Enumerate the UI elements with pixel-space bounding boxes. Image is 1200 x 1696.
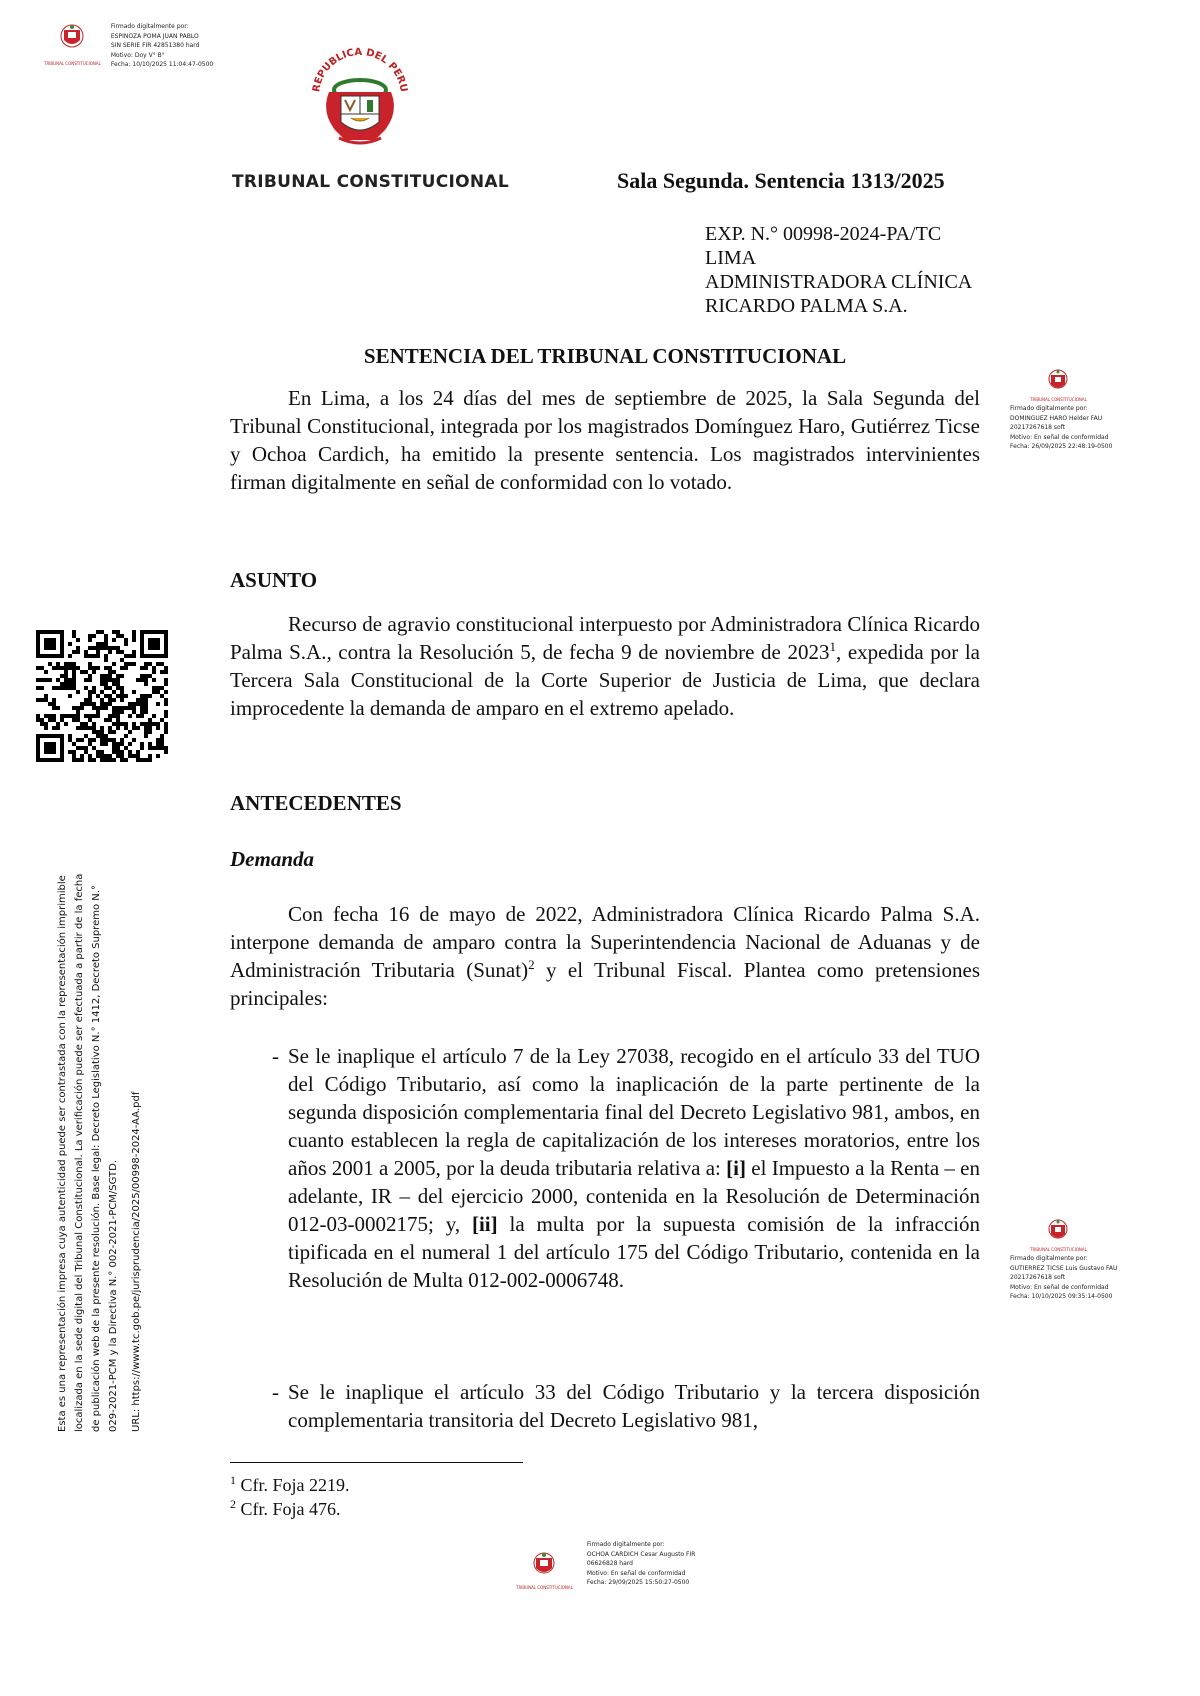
signature-details: Firmado digitalmente por: DOMINGUEZ HARO Helder FAU 20217267618 soft Motivo: En señal de conformidad Fecha: 26/09/2025 22:48:19-0500	[1010, 405, 1113, 450]
seal-caption: TRIBUNAL CONSTITUCIONAL	[1030, 397, 1087, 402]
case-number: EXP. N.° 00998-2024-PA/TC	[705, 223, 942, 245]
seal-icon	[516, 1550, 573, 1590]
case-party-line2: RICARDO PALMA S.A.	[705, 295, 908, 317]
list-bullet: -	[272, 1044, 279, 1068]
seal-caption: TRIBUNAL CONSTITUCIONAL	[1030, 1247, 1087, 1252]
signature-stamp-espinoza	[44, 22, 213, 70]
footnote-2: $^2$ Cfr. Foja 476.	[230, 1497, 341, 1519]
qr-code	[36, 630, 168, 767]
demanda-paragraph: Con fecha 16 de mayo de 2022, Administradora Clínica Ricardo Palma S.A. interpone demanda de amparo contra la Superintendencia Nacional de Aduanas y de Administración Tributaria (Sunat)$^2$ y el Tribunal Fiscal. Plantea como pretensiones principales:	[230, 902, 980, 1010]
signature-details: Firmado digitalmente por: ESPINOZA POMA JUAN PABLO SIN SERIE FIR 42851380 hard Motivo: Doy V° B° Fecha: 10/10/2025 11:04:47-0500	[110, 23, 214, 68]
footnote-1: $^1$ Cfr. Foja 2219.	[230, 1473, 350, 1495]
list-item: - Se le inaplique el artículo 7 de la Ley 27038, recogido en el artículo 33 del TUO del Código Tributario, así como la inaplicación de la parte pertinente de la segunda disposición complementaria final del Decreto Legislativo 981, ambos, en cuanto establecen la regla de capitalización de los intereses moratorios, entre los años 2001 a 2005, por la deuda tributaria relativa a: [i] el Impuesto a la Renta – en adelante, IR – del ejercicio 2000, contenida en la Resolución de Determinación 012-03-0002175; y, [ii] la multa por la supuesta comisión de la infracción tipificada en el numeral 1 del artículo 175 del Código Tributario, contenida en la Resolución de Multa 012-002-0006748.	[272, 1044, 981, 1292]
signature-stamp-ochoa	[516, 1540, 695, 1590]
sala-sentence-header: Sala Segunda. Sentencia 1313/2025	[617, 168, 945, 193]
signature-details: Firmado digitalmente por: OCHOA CARDICH Cesar Augusto FIR 06626828 hard Motivo: En señal de conformidad Fecha: 29/09/2025 15:50:27-0500	[586, 1541, 696, 1586]
seal-icon	[1030, 368, 1087, 402]
page-title: SENTENCIA DEL TRIBUNAL CONSTITUCIONAL	[363, 344, 847, 368]
footnote-separator	[230, 1462, 523, 1463]
case-city: LIMA	[705, 247, 757, 269]
coat-of-arms-logo	[305, 40, 415, 150]
intro-paragraph: En Lima, a los 24 días del mes de septiembre de 2025, la Sala Segunda del Tribunal Constitucional, integrada por los magistrados Domínguez Haro, Gutiérrez Ticse y Ochoa Cardich, ha emitido la presente sentencia. Los magistrados intervinientes firman digitalmente en señal de conformidad con lo votado.	[230, 386, 980, 494]
seal-icon	[1030, 1218, 1087, 1252]
signature-stamp-gutierrez	[1010, 1218, 1117, 1302]
svg-text:REPUBLICA DEL PERU: REPUBLICA DEL PERU	[311, 46, 409, 93]
subheading-demanda: Demanda	[230, 847, 314, 871]
verification-url[interactable]: URL: https://www.tc.gob.pe/jurisprudencia/2025/00998-2024-AA.pdf	[131, 1091, 142, 1432]
footnote-ref: 2	[528, 957, 535, 972]
institution-name: TRIBUNAL CONSTITUCIONAL	[232, 172, 509, 192]
verification-note: Esta es una representación impresa cuya autenticidad puede ser contrastada con la representación imprimible localizada en la sede digital del Tribunal Constitucional. La verificación puede ser efectuada a partir de la fecha de publicación web de la presente resolución. Base legal: Decreto Legislativo N.° 1412, Decreto Supremo N.° 029-2021-PCM y la Directiva N.° 002-2021-PCM/SGTD.	[57, 873, 119, 1432]
signature-details: Firmado digitalmente por: GUTIERREZ TICSE Luis Gustavo FAU 20217267618 soft Motivo: En señal de conformidad Fecha: 10/10/2025 09:35:14-0500	[1010, 1255, 1118, 1300]
signature-stamp-dominguez	[1010, 368, 1112, 452]
seal-icon	[44, 22, 101, 66]
seal-caption: TRIBUNAL CONSTITUCIONAL	[44, 61, 101, 66]
list-item: - Se le inaplique el artículo 33 del Código Tributario y la tercera disposición complementaria transitoria del Decreto Legislativo 981,	[272, 1380, 980, 1432]
seal-caption: TRIBUNAL CONSTITUCIONAL	[516, 1585, 573, 1590]
case-info	[705, 222, 972, 318]
case-party-line1: ADMINISTRADORA CLÍNICA	[705, 271, 973, 293]
section-heading-antecedentes: ANTECEDENTES	[230, 791, 402, 815]
section-heading-asunto: ASUNTO	[230, 568, 318, 592]
list-bullet: -	[272, 1380, 279, 1404]
footnote-ref: 1	[829, 639, 836, 654]
asunto-paragraph: Recurso de agravio constitucional interpuesto por Administradora Clínica Ricardo Palma S.A., contra la Resolución 5, de fecha 9 de noviembre de 2023$^1$, expedida por la Tercera Sala Constitucional de la Corte Superior de Justicia de Lima, que declara improcedente la demanda de amparo en el extremo apelado.	[230, 612, 981, 720]
